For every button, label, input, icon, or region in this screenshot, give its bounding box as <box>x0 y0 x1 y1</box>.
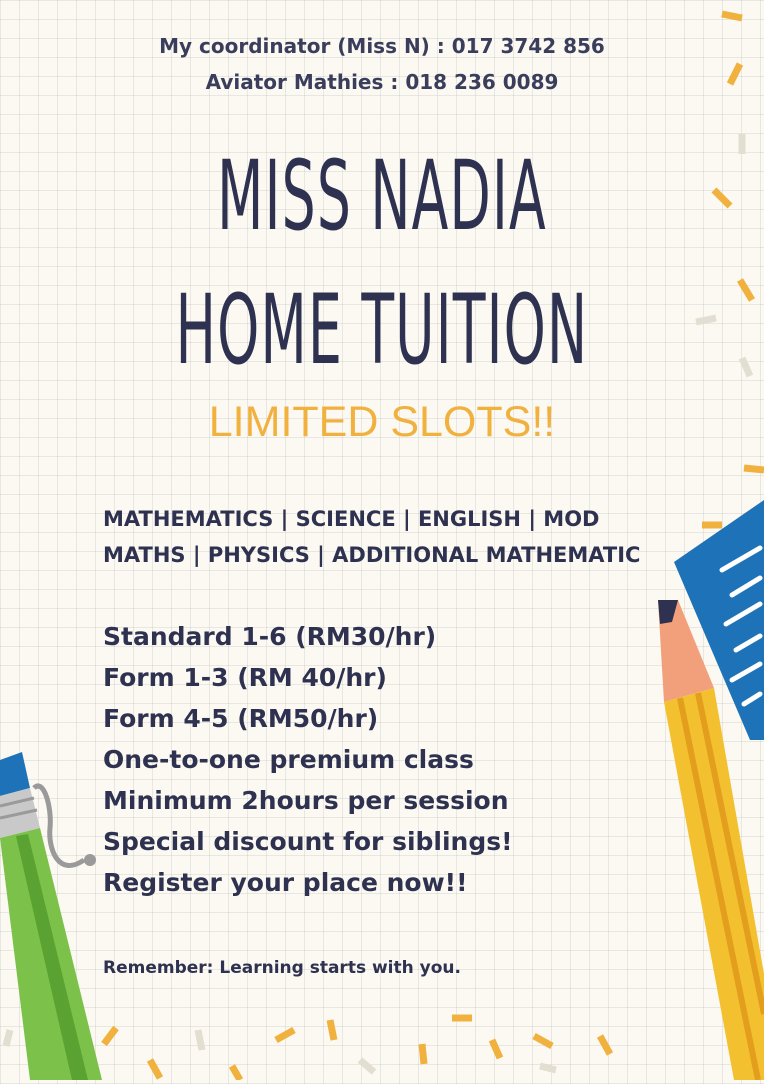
detail-item: One-to-one premium class <box>103 745 474 774</box>
footer-motto: Remember: Learning starts with you. <box>103 958 461 978</box>
detail-item: Standard 1-6 (RM30/hr) <box>103 622 437 651</box>
title-line-1: MISS NADIA <box>217 140 547 252</box>
detail-item: Register your place now!! <box>103 868 468 897</box>
subjects-line-2: MATHS | PHYSICS | ADDITIONAL MATHEMATIC <box>103 543 641 567</box>
detail-item: Form 1-3 (RM 40/hr) <box>103 663 387 692</box>
pencil-icon <box>650 594 764 1080</box>
detail-item: Form 4-5 (RM50/hr) <box>103 704 379 733</box>
aviator-contact: Aviator Mathies : 018 236 0089 <box>205 70 559 94</box>
pen-illustration <box>0 748 110 1080</box>
detail-item: Minimum 2hours per session <box>103 786 509 815</box>
limited-slots-tagline: LIMITED SLOTS!! <box>208 398 556 446</box>
pencil-illustration <box>650 594 764 1080</box>
pen-icon <box>0 748 110 1080</box>
subjects-line-1: MATHEMATICS | SCIENCE | ENGLISH | MOD <box>103 507 600 531</box>
details-list <box>103 616 513 903</box>
title-line-2: HOME TUITION <box>175 274 589 386</box>
coordinator-contact: My coordinator (Miss N) : 017 3742 856 <box>159 34 605 58</box>
detail-item: Special discount for siblings! <box>103 827 513 856</box>
